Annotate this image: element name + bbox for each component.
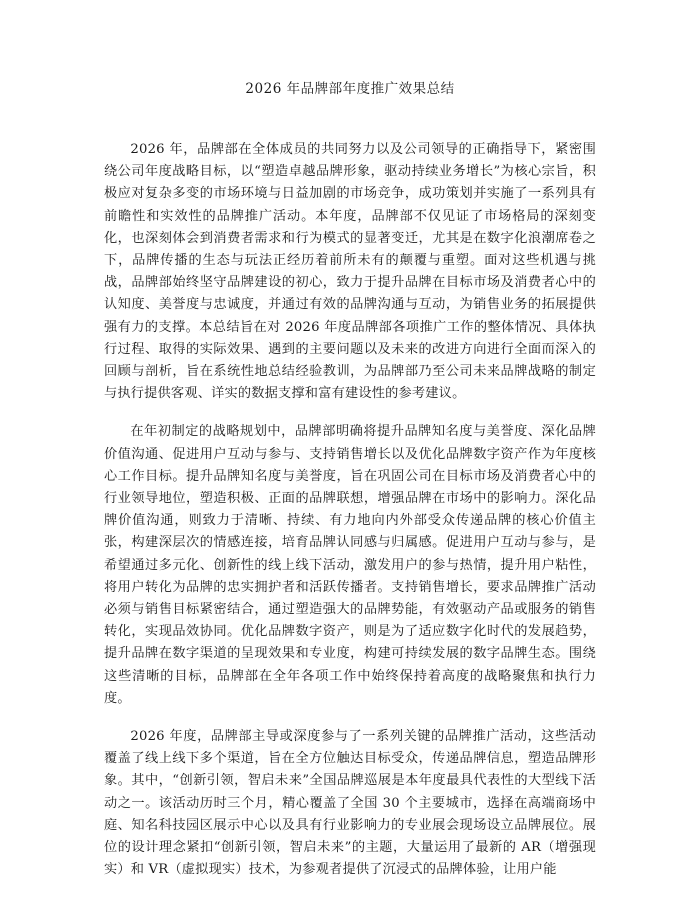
paragraph-activities: 2026 年度，品牌部主导或深度参与了一系列关键的品牌推广活动，这些活动覆盖了线上线下多个渠道，旨在全方位触达目标受众，传递品牌信息，塑造品牌形象。其中，“创新引领，智启未来”全国品牌巡展是本年度最具代表性的大型线下活动之一。该活动历时三个月，精心覆盖了全国 30 个主要城市，选择在高端商场中庭、知名科技园区展示中心以及具有行业影响力的专业展会现场设立品牌展位。展位的设计理念紧扣“创新引领，智启未来”的主题，大量运用了最新的 AR（增强现实）和 VR（虚拟现实）技术，为参观者提供了沉浸式的品牌体验，让用户能 <box>104 729 596 878</box>
paragraph-intro: 2026 年，品牌部在全体成员的共同努力以及公司领导的正确指导下，紧密围绕公司年度战略目标，以“塑造卓越品牌形象，驱动持续业务增长”为核心宗旨，积极应对复杂多变的市场环境与日益加剧的市场竞争，成功策划并实施了一系列具有前瞻性和实效性的品牌推广活动。本年度，品牌部不仅见证了市场格局的深刻变化，也深刻体会到消费者需求和行为模式的显著变迁，尤其是在数字化浪潮席卷之下，品牌传播的生态与玩法正经历着前所未有的颠覆与重塑。面对这些机遇与挑战，品牌部始终坚守品牌建设的初心，致力于提升品牌在目标市场及消费者心中的认知度、美誉度与忠诚度，并通过有效的品牌沟通与互动，为销售业务的拓展提供强有力的支撑。本总结旨在对 2026 年度品牌部各项推广工作的整体情况、具体执行过程、取得的实际效果、遇到的主要问题以及未来的改进方向进行全面而深入的回顾与剖析，旨在系统性地总结经验教训，为品牌部乃至公司未来品牌战略的制定与执行提供客观、详实的数据支撑和富有建设性的参考建议。 <box>104 142 596 402</box>
paragraph-goals: 在年初制定的战略规划中，品牌部明确将提升品牌知名度与美誉度、深化品牌价值沟通、促进用户互动与参与、支持销售增长以及优化品牌数字资产作为年度核心工作目标。提升品牌知名度与美誉度，旨在巩固公司在目标市场及消费者心中的行业领导地位，塑造积极、正面的品牌联想，增强品牌在市场中的影响力。深化品牌价值沟通，则致力于清晰、持续、有力地向内外部受众传递品牌的核心价值主张，构建深层次的情感连接，培育品牌认同感与归属感。促进用户互动与参与，是希望通过多元化、创新性的线上线下活动，激发用户的参与热情，提升用户粘性，将用户转化为品牌的忠实拥护者和活跃传播者。支持销售增长，要求品牌推广活动必须与销售目标紧密结合，通过塑造强大的品牌势能，有效驱动产品或服务的销售转化，实现品效协同。优化品牌数字资产，则是为了适应数字化时代的发展趋势，提升品牌在数字渠道的呈现效果和专业度，构建可持续发展的数字品牌生态。围绕这些清晰的目标，品牌部在全年各项工作中始终保持着高度的战略聚焦和执行力度。 <box>104 424 596 706</box>
document-title: 2026 年品牌部年度推广效果总结 <box>245 81 455 97</box>
